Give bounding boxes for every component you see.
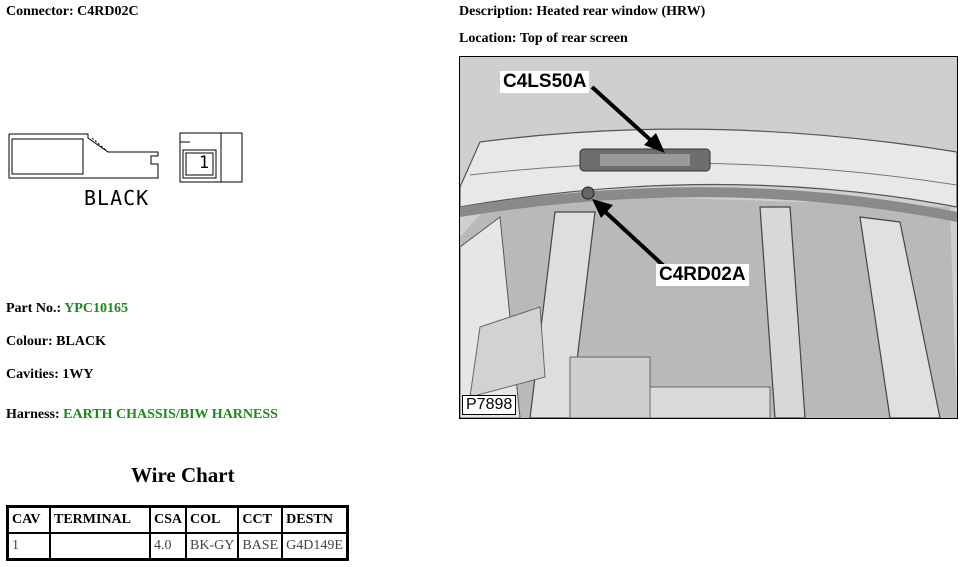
cell-csa: 4.0: [150, 533, 186, 560]
connector-id: C4RD02C: [77, 4, 139, 19]
colour-line: [6, 334, 106, 350]
callout-c4rd02a: C4RD02A: [656, 264, 749, 286]
header-terminal: TERMINAL: [50, 507, 150, 534]
cell-terminal: [50, 533, 150, 560]
wire-chart-title: Wire Chart: [131, 463, 235, 487]
connector-label: Connector:: [6, 4, 74, 19]
harness-line: [6, 407, 278, 423]
cell-cct: BASE: [238, 533, 282, 560]
harness-link[interactable]: EARTH CHASSIS/BIW HARNESS: [63, 407, 278, 422]
header-cct: CCT: [238, 507, 282, 534]
header-csa: CSA: [150, 507, 186, 534]
cavities-line: [6, 367, 94, 383]
table-row: [8, 533, 348, 560]
part-no-line: [6, 301, 128, 317]
description-value: Heated rear window (HRW): [536, 4, 706, 19]
description-label: Description:: [459, 4, 533, 19]
header-destn: DESTN: [282, 507, 347, 534]
part-no-label: Part No.:: [6, 301, 62, 316]
pin-number: 1: [198, 153, 210, 173]
cavities-value: 1WY: [62, 367, 94, 382]
vehicle-rear-illustration: [460, 57, 957, 418]
cavities-label: Cavities:: [6, 367, 59, 382]
connector-colour-text: BLACK: [84, 186, 150, 210]
location-line: [459, 31, 628, 47]
colour-label: Colour:: [6, 334, 53, 349]
location-photo: [459, 56, 958, 419]
wire-chart-table: [6, 505, 349, 561]
location-label: Location:: [459, 31, 517, 46]
wire-chart-header-row: [8, 507, 348, 534]
part-no-link[interactable]: YPC10165: [64, 301, 128, 316]
header-cav: CAV: [8, 507, 51, 534]
cell-col: BK-GY: [186, 533, 238, 560]
harness-label: Harness:: [6, 407, 60, 422]
connector-line: [6, 4, 139, 20]
cell-cav: 1: [8, 533, 51, 560]
location-value: Top of rear screen: [519, 31, 628, 46]
connector-drawing: [8, 130, 248, 190]
description-line: [459, 4, 705, 20]
cell-destn: G4D149E: [282, 533, 347, 560]
photo-id: P7898: [462, 395, 516, 415]
callout-c4ls50a: C4LS50A: [500, 71, 589, 93]
header-col: COL: [186, 507, 238, 534]
colour-value: BLACK: [56, 334, 106, 349]
